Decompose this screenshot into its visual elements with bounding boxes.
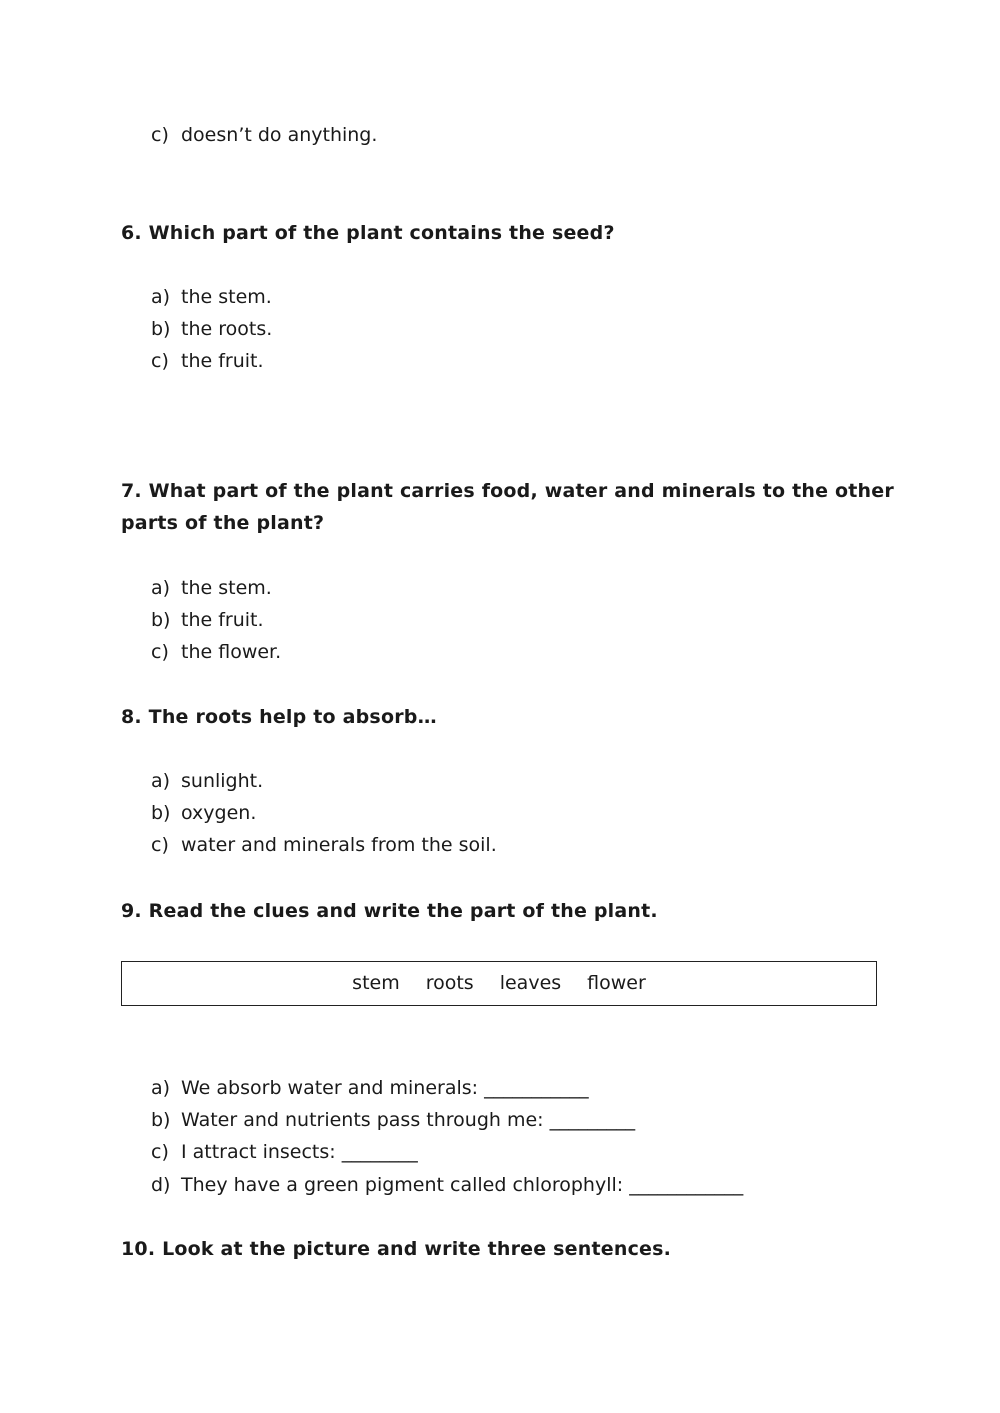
option-letter: c)	[151, 834, 169, 856]
option-letter: b)	[151, 802, 171, 824]
clue-text: We absorb water and minerals: ___________	[181, 1077, 589, 1099]
option-text: the flower.	[181, 641, 282, 663]
option-text: the fruit.	[181, 350, 264, 372]
option-letter: c)	[151, 124, 169, 146]
q7-option-c[interactable]	[151, 641, 281, 663]
q9-clue-d[interactable]	[151, 1174, 743, 1196]
clue-letter: d)	[151, 1174, 171, 1196]
q5-option-c[interactable]	[151, 124, 377, 146]
word-bank-item: flower	[587, 972, 646, 994]
option-letter: a)	[151, 286, 171, 308]
option-letter: c)	[151, 350, 169, 372]
q8-option-b[interactable]	[151, 802, 256, 824]
q7-option-a[interactable]	[151, 577, 272, 599]
q6-option-b[interactable]	[151, 318, 272, 340]
word-bank	[122, 972, 876, 994]
option-letter: b)	[151, 609, 171, 631]
q9-clue-b[interactable]	[151, 1109, 635, 1131]
question-8: 8. The roots help to absorb…	[121, 706, 437, 728]
q7-option-b[interactable]	[151, 609, 264, 631]
question-9: 9. Read the clues and write the part of the plant.	[121, 900, 658, 922]
option-text: doesn’t do anything.	[181, 124, 378, 146]
option-letter: a)	[151, 577, 171, 599]
option-text: the fruit.	[181, 609, 264, 631]
option-letter: b)	[151, 318, 171, 340]
question-10: 10. Look at the picture and write three sentences.	[121, 1238, 672, 1260]
clue-letter: c)	[151, 1141, 169, 1163]
option-text: sunlight.	[181, 770, 264, 792]
question-7-line-2: parts of the plant?	[121, 512, 325, 534]
option-text: the stem.	[181, 577, 272, 599]
clue-text: Water and nutrients pass through me: _________	[181, 1109, 636, 1131]
q8-option-a[interactable]	[151, 770, 263, 792]
q9-clue-c[interactable]	[151, 1141, 418, 1163]
q8-option-c[interactable]	[151, 834, 497, 856]
option-text: the stem.	[181, 286, 272, 308]
word-bank-item: roots	[425, 972, 474, 994]
word-bank-item: leaves	[499, 972, 562, 994]
q9-clue-a[interactable]	[151, 1077, 589, 1099]
question-7-line-1: 7. What part of the plant carries food, water and minerals to the other	[121, 480, 894, 502]
option-text: oxygen.	[181, 802, 257, 824]
q6-option-a[interactable]	[151, 286, 272, 308]
option-letter: a)	[151, 770, 171, 792]
word-bank-item: stem	[352, 972, 400, 994]
option-letter: c)	[151, 641, 169, 663]
option-text: water and minerals from the soil.	[181, 834, 497, 856]
clue-letter: b)	[151, 1109, 171, 1131]
option-text: the roots.	[181, 318, 273, 340]
clue-letter: a)	[151, 1077, 171, 1099]
question-6: 6. Which part of the plant contains the seed?	[121, 222, 615, 244]
clue-text: I attract insects: ________	[181, 1141, 418, 1163]
clue-text: They have a green pigment called chlorophyll: ____________	[181, 1174, 744, 1196]
word-bank-box	[121, 961, 877, 1006]
q6-option-c[interactable]	[151, 350, 264, 372]
